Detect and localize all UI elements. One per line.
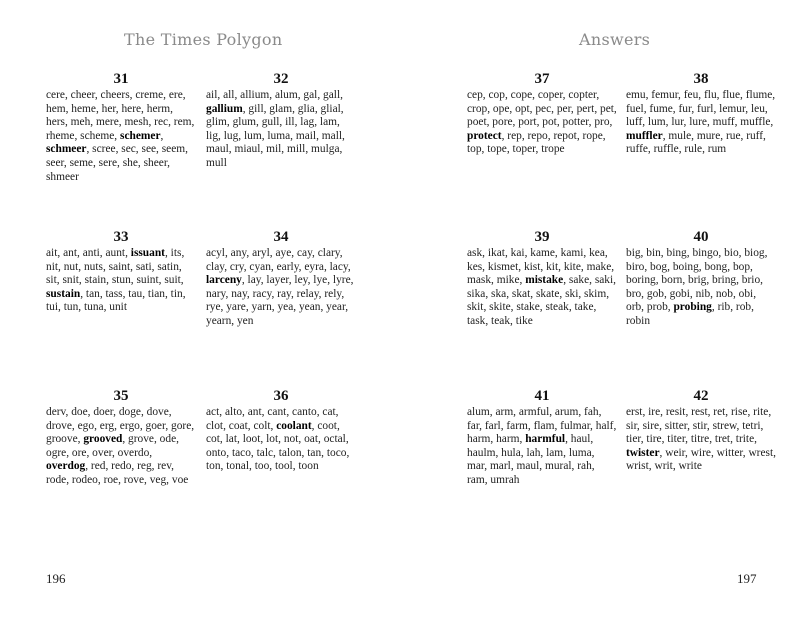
key-answer: protect xyxy=(467,129,502,142)
puzzle-answers: ask, ikat, kai, kame, kami, kea, kes, kismet, kist, kit, kite, make, mask, mike, mistake, sake, saki, sika, ska, skat, skate, ski, skim, skit, skite, stake, steak, take, task, teak, tike xyxy=(467,247,617,327)
puzzle-answers: alum, arm, armful, arum, fah, far, farl, farm, flam, fulmar, half, harm, harm, harmful, haul, haulm, hula, lah, lam, luma, mar, marl, maul, mural, rah, ram, umrah xyxy=(467,406,617,486)
puzzle-number: 34 xyxy=(273,229,289,245)
puzzle-answers: cere, cheer, cheers, creme, ere, hem, heme, her, here, herm, hers, meh, mere, mesh, rec, rem, rheme, scheme, schemer, schmeer, scree, sec, see, seem, seer, seme, sere, she, sheer, shmeer xyxy=(46,89,195,183)
running-head-title: The Times Polygon xyxy=(124,30,283,49)
puzzle-number: 38 xyxy=(693,71,709,87)
puzzle-answers: acyl, any, aryl, aye, cay, clary, clay, cry, cyan, early, eyra, lacy, larceny, lay, layer, ley, lye, lyre, nary, nay, racy, ray, relay, rely, rye, yare, yarn, yea, yean, year, yearn, yen xyxy=(206,247,354,327)
puzzle-40 xyxy=(626,228,776,329)
puzzle-answers: cep, cop, cope, coper, copter, crop, ope, opt, pec, per, pert, pet, poet, pore, port, pot, potter, pro, protect, rep, repo, repot, rope, top, tope, toper, trope xyxy=(467,89,617,156)
puzzle-answers: derv, doe, doer, doge, dove, drove, ego, erg, ergo, goer, gore, groove, grooved, grove, ode, ogre, ore, over, overdo, overdog, red, redo, reg, rev, rode, rodeo, roe, rove, veg, voe xyxy=(46,406,195,486)
puzzle-answers: act, alto, ant, cant, canto, cat, clot, coat, colt, coolant, coot, cot, lat, loot, lot, not, oat, octal, onto, taco, talc, talon, tan, toco, ton, tonal, too, tool, toon xyxy=(206,406,350,473)
puzzle-answers: emu, femur, feu, flu, flue, flume, fuel, fume, fur, furl, lemur, leu, luff, lum, lur, lure, muff, muffle, muffler, mule, mure, rue, ruff, ruffe, ruffle, rule, rum xyxy=(626,89,776,156)
key-answer: sustain xyxy=(46,287,81,300)
key-answer: probing xyxy=(673,301,712,314)
key-answer: issuant xyxy=(130,247,165,259)
page-number: 197 xyxy=(737,571,757,586)
puzzle-answers: erst, ire, resit, rest, ret, rise, rite, sir, sire, sitter, stir, strew, tetri, tier, tire, titer, titre, tret, trite, twister, weir, wire, witter, wrest, wrist, writ, write xyxy=(626,406,776,473)
page-number: 196 xyxy=(46,571,66,586)
puzzle-number: 36 xyxy=(273,388,289,404)
puzzle-number: 32 xyxy=(273,71,289,87)
key-answer: overdog xyxy=(46,460,86,473)
puzzle-38 xyxy=(626,70,776,157)
puzzle-36 xyxy=(206,387,356,474)
puzzle-number: 41 xyxy=(534,388,550,404)
puzzle-32 xyxy=(206,70,356,171)
puzzle-number: 31 xyxy=(113,71,129,87)
puzzle-number: 42 xyxy=(693,388,709,404)
key-answer: larceny xyxy=(206,274,242,287)
puzzle-answers: ait, ant, anti, aunt, issuant, its, nit, nut, nuts, saint, sati, satin, sit, snit, stain, stun, suint, suit, sustain, tan, tass, tau, tian, tin, tui, tun, tuna, unit xyxy=(46,247,186,314)
key-answer: twister xyxy=(626,446,660,459)
puzzle-number: 33 xyxy=(113,229,129,245)
puzzle-number: 37 xyxy=(534,71,550,87)
right-page xyxy=(405,0,810,622)
puzzle-number: 35 xyxy=(113,388,129,404)
puzzle-37 xyxy=(467,70,617,157)
key-answer: harmful xyxy=(525,433,566,446)
puzzle-34 xyxy=(206,228,356,329)
puzzle-number: 39 xyxy=(534,229,550,245)
running-head-section: Answers xyxy=(579,30,651,49)
key-answer: grooved xyxy=(83,433,123,446)
key-answer: mistake xyxy=(525,274,564,287)
puzzle-39 xyxy=(467,228,617,329)
puzzle-31 xyxy=(46,70,196,184)
key-answer: coolant xyxy=(276,419,312,432)
puzzle-number: 40 xyxy=(693,229,709,245)
key-answer: schmeer xyxy=(46,143,87,156)
puzzle-answers: ail, all, allium, alum, gal, gall, gallium, gill, glam, glia, glial, glim, glum, gull, ill, lag, lam, lig, lug, lum, luma, mail, mall, maul, miaul, mil, mill, mulga, mull xyxy=(206,89,345,169)
key-answer: schemer xyxy=(120,129,161,142)
puzzle-41 xyxy=(467,387,617,488)
key-answer: muffler xyxy=(626,129,663,142)
puzzle-answers: big, bin, bing, bingo, bio, biog, biro, bog, boing, bong, bop, boring, born, brig, bring, brio, bro, gob, gobi, nib, nob, obi, orb, prob, probing, rib, rob, robin xyxy=(626,247,768,327)
puzzle-35 xyxy=(46,387,196,488)
key-answer: gallium xyxy=(206,102,243,115)
puzzle-33 xyxy=(46,228,196,315)
puzzle-42 xyxy=(626,387,776,474)
